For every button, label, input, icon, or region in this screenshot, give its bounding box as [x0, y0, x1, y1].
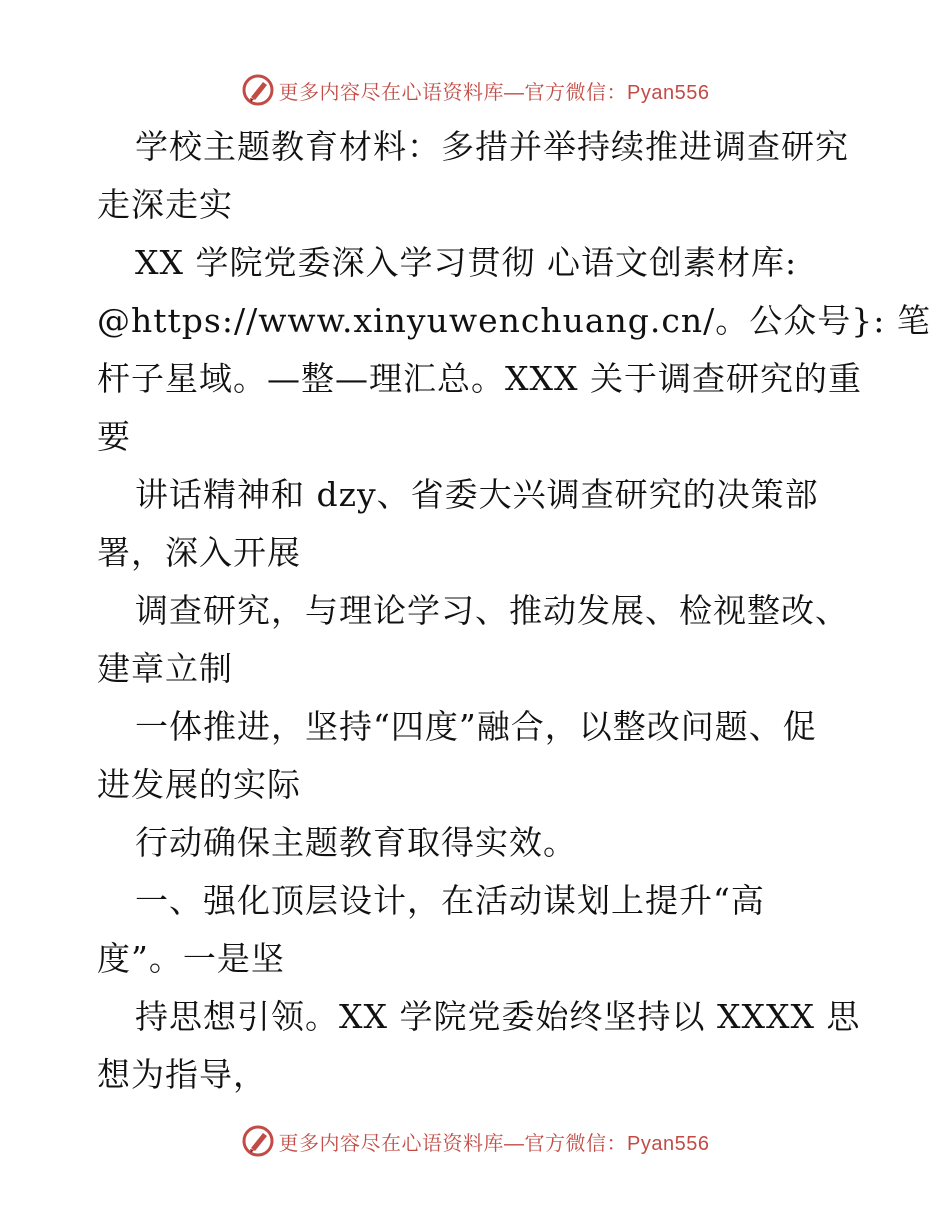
text-line: 学校主题教育材料：多措并举持续推进调查研究 — [135, 127, 849, 166]
text-line: 走深走实 — [97, 185, 233, 224]
text-line: 度”。一是坚 — [97, 939, 285, 978]
text-line: 杆子星域。—整—理汇总。XXX 关于调查研究的重 — [97, 359, 862, 398]
watermark-text: 更多内容尽在心语资料库—官方微信：Pyan556 — [278, 1132, 710, 1155]
text-line: 想为指导， — [97, 1055, 267, 1094]
text-line: @https://www.xinyuwenchuang.cn/。公众号}: 笔 — [97, 301, 931, 340]
text-line: 署，深入开展 — [97, 533, 301, 572]
text-line: 建章立制 — [97, 649, 233, 688]
text-line: 持思想引领。XX 学院党委始终坚持以 XXXX 思 — [135, 997, 861, 1036]
text-line: 调查研究，与理论学习、推动发展、检视整改、 — [135, 591, 849, 630]
text-line: 一体推进，坚持“四度”融合，以整改问题、促 — [135, 707, 817, 746]
text-line: 要 — [97, 417, 131, 456]
text-line: 行动确保主题教育取得实效。 — [135, 823, 577, 862]
watermark-text: 更多内容尽在心语资料库—官方微信：Pyan556 — [278, 81, 710, 104]
text-line: XX 学院党委深入学习贯彻 心语文创素材库: — [135, 243, 798, 282]
document-body — [97, 118, 931, 1104]
pen-logo-icon — [241, 73, 275, 107]
pen-logo-icon — [241, 1124, 275, 1158]
header-watermark — [0, 70, 950, 110]
text-line: 进发展的实际 — [97, 765, 301, 804]
footer-watermark — [0, 1121, 950, 1161]
text-line: 讲话精神和 dzy、省委大兴调查研究的决策部 — [135, 475, 819, 514]
text-line: 一、强化顶层设计，在活动谋划上提升“高 — [135, 881, 765, 920]
